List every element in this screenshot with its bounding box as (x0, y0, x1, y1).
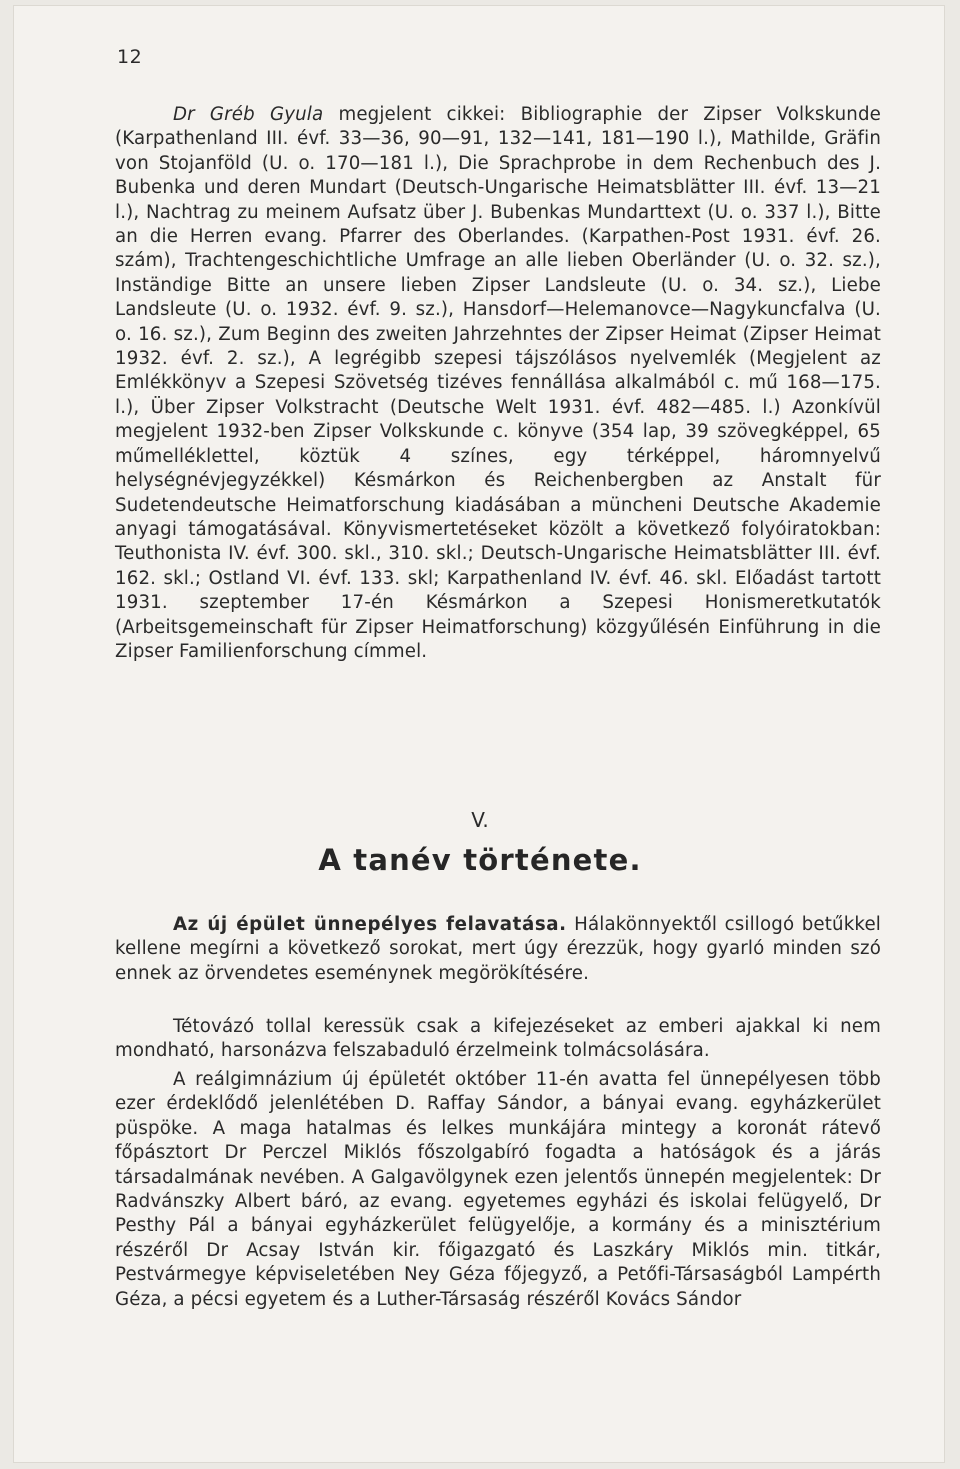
ceremony-paragraph: A reálgimnázium új épületét október 11-én avatta fel ünnepélyesen több ezer érdeklődő jelenlétében D. Raffay Sándor, a bányai evang. egyházkerület püspöke. A maga hatalmas és lelkes munkájára mintegy a koronát rátevő főpásztort Dr Perczel Miklós főszolgabíró fogadta a hatóságok és a járás társadalmának nevében. A Galgavölgynek ezen jelentős ünnepén megjelentek: Dr Radvánszky Albert báró, az evang. egyetemes egyházi és iskolai felügyelő, Dr Pesthy Pál a bányai egyházkerület felügyelője, a kormány és a minisztérium részéről Dr Acsay István kir. főigazgató és Laszkáry Miklós min. titkár, Pestvármegye képviseletében Ney Géza főjegyző, a Petőfi-Társaságból Lampérth Géza, a pécsi egyetem és a Luther-Társaság részéről Kovács Sándor (115, 1069, 881, 1310)
run-in-heading: Az új épület ünnepélyes felavatása. (173, 914, 567, 935)
author-name: Dr Gréb Gyula (173, 104, 324, 125)
page-number: 12 (117, 46, 143, 68)
section-number: V. (471, 808, 489, 832)
bibliography-text: megjelent cikkei: Bibliographie der Zipser Volkskunde (Karpathenland III. évf. 33—36, 90—91, 132—141, 181—190 l.), Mathilde, Gräfin von Stojanföld (U. o. 170—181 l.), Die Sprachprobe in dem Rechenbuch des J. Bubenka und deren Mundart (Deutsch-Ungarische Heimatsblätter III. évf. 13—21 l.), Nachtrag zu meinem Aufsatz über J. Bubenkas Mundarttext (U. o. 337 l.), Bitte an die Herren evang. Pfarrer des Oberlandes. (Karpathen-Post 1931. évf. 26. szám), Trachtengeschichtliche Umfrage an alle lieben Oberländer (U. o. 32. sz.), Inständige Bitte an unsere lieben Zipser Landsleute (U. o. 34. sz.), Liebe Landsleute (U. o. 1932. évf. 9. sz.), Hansdorf—Helemanovce—Nagykuncfalva (U. o. 16. sz.), Zum Beginn des zweiten Jahrzehntes der Zipser Heimat (Zipser Heimat 1932. évf. 2. sz.), A legrégibb szepesi tájszólásos nyelvemlék (Megjelent az Emlékkönyv a Szepesi Szövetség tizéves fennállása alkalmából c. mű 168—175. l.), Über Zipser Volkstracht (Deutsche Welt 1931. évf. 482—485. l.) Azonkívül megjelent 1932-ben Zipser Volkskunde c. könyve (354 lap, 39 szövegképpel, 65 műmelléklettel, köztük 4 színes, egy térképpel, háromnyelvű helységnévjegyzékkel) Késmárkon és Reichenbergben az Anstalt für Sudetendeutsche Heimatforschung kiadásában a müncheni Deutsche Akademie anyagi támogatásával. Könyvismertetéseket közölt a következő folyóiratokban: Teuthonista IV. évf. 300. skl., 310. skl.; Deutsch-Ungarische Heimatsblätter III. évf. 162. skl.; Ostland VI. évf. 133. skl; Karpathenland IV. évf. 46. skl. Előadást tartott 1931. szeptember 17-én Késmárkon a Szepesi Honismeretkutatók (Arbeitsgemeinschaft für Zipser Heimatforschung) közgyűlésén Einführung in die Zipser Familienforschung címmel. (115, 104, 881, 662)
emotion-paragraph: Tétovázó tollal keressük csak a kifejezéseket az emberi ajakkal ki nem mondható, harsonázva felszabaduló érzelmeink tolmácsolására. (115, 1016, 881, 1062)
section-title: A tanév története. (318, 843, 642, 877)
inauguration-paragraph (115, 913, 881, 986)
bibliography-paragraph (115, 103, 881, 664)
inauguration-text: Hálakönnyektől csillogó betűkkel kellene megírni a következő sorokat, mert úgy érezzük, hogy gyarló minden szó ennek az örvendetes eseménynek megörökítésére. (115, 914, 881, 984)
